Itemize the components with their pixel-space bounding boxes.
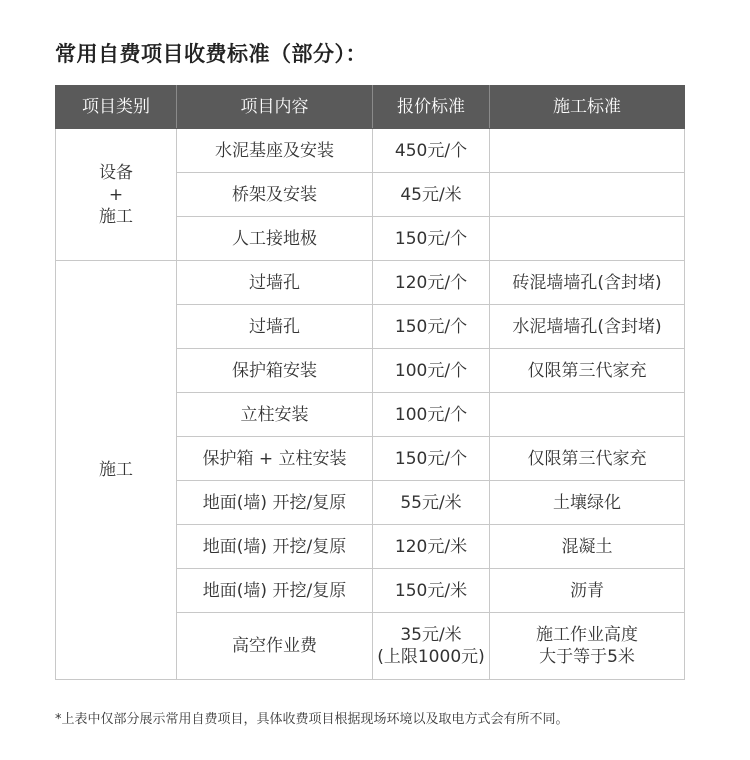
price-cell: 150元/个 [373,437,490,481]
standard-cell: 仅限第三代家充 [490,437,685,481]
price-cell: 120元/米 [373,525,490,569]
header-item: 项目内容 [177,86,373,129]
item-cell: 水泥基座及安装 [177,129,373,173]
item-cell: 高空作业费 [177,613,373,680]
standard-cell [490,613,685,680]
price-cell: 150元/米 [373,569,490,613]
price-cell: 150元/个 [373,305,490,349]
header-category: 项目类别 [56,86,177,129]
price-cell [373,613,490,680]
item-cell: 保护箱 + 立柱安装 [177,437,373,481]
standard-cell [490,173,685,217]
price-value: 35元/米 [400,625,462,645]
price-cell: 100元/个 [373,393,490,437]
item-cell: 保护箱安装 [177,349,373,393]
table-row [56,129,685,173]
price-cell: 150元/个 [373,217,490,261]
page-title: 常用自费项目收费标准（部分）： [55,42,367,66]
standard-cell [490,393,685,437]
category-line: + [108,184,124,205]
item-cell: 立柱安装 [177,393,373,437]
category-cell-construction [56,261,177,680]
footnote: *上表中仅部分展示常用自费项目，具体收费项目根据现场环境以及取电方式会有所不同。 [55,712,569,727]
standard-cell: 砖混墙墙孔(含封堵) [490,261,685,305]
fee-table [55,85,685,680]
header-price: 报价标准 [373,86,490,129]
standard-value: 施工作业高度 [536,625,638,645]
standard-cell [490,217,685,261]
category-cell-equipment [56,129,177,261]
category-line: 施工 [99,460,133,480]
price-cell: 120元/个 [373,261,490,305]
price-cell: 55元/米 [373,481,490,525]
price-cell: 45元/米 [373,173,490,217]
price-note: (上限1000元) [377,647,485,667]
item-cell: 过墙孔 [177,305,373,349]
category-line: 设备 [99,162,133,183]
item-cell: 桥架及安装 [177,173,373,217]
standard-note: 大于等于5米 [539,647,635,667]
header-standard: 施工标准 [490,86,685,129]
standard-cell: 水泥墙墙孔(含封堵) [490,305,685,349]
table-header-row [56,86,685,129]
standard-cell: 沥青 [490,569,685,613]
item-cell: 地面(墙) 开挖/复原 [177,481,373,525]
standard-cell: 仅限第三代家充 [490,349,685,393]
price-cell: 100元/个 [373,349,490,393]
price-cell: 450元/个 [373,129,490,173]
category-line: 施工 [99,206,133,227]
standard-cell: 混凝土 [490,525,685,569]
standard-cell: 土壤绿化 [490,481,685,525]
item-cell: 地面(墙) 开挖/复原 [177,569,373,613]
item-cell: 人工接地极 [177,217,373,261]
standard-cell [490,129,685,173]
item-cell: 过墙孔 [177,261,373,305]
item-cell: 地面(墙) 开挖/复原 [177,525,373,569]
table-row [56,261,685,305]
